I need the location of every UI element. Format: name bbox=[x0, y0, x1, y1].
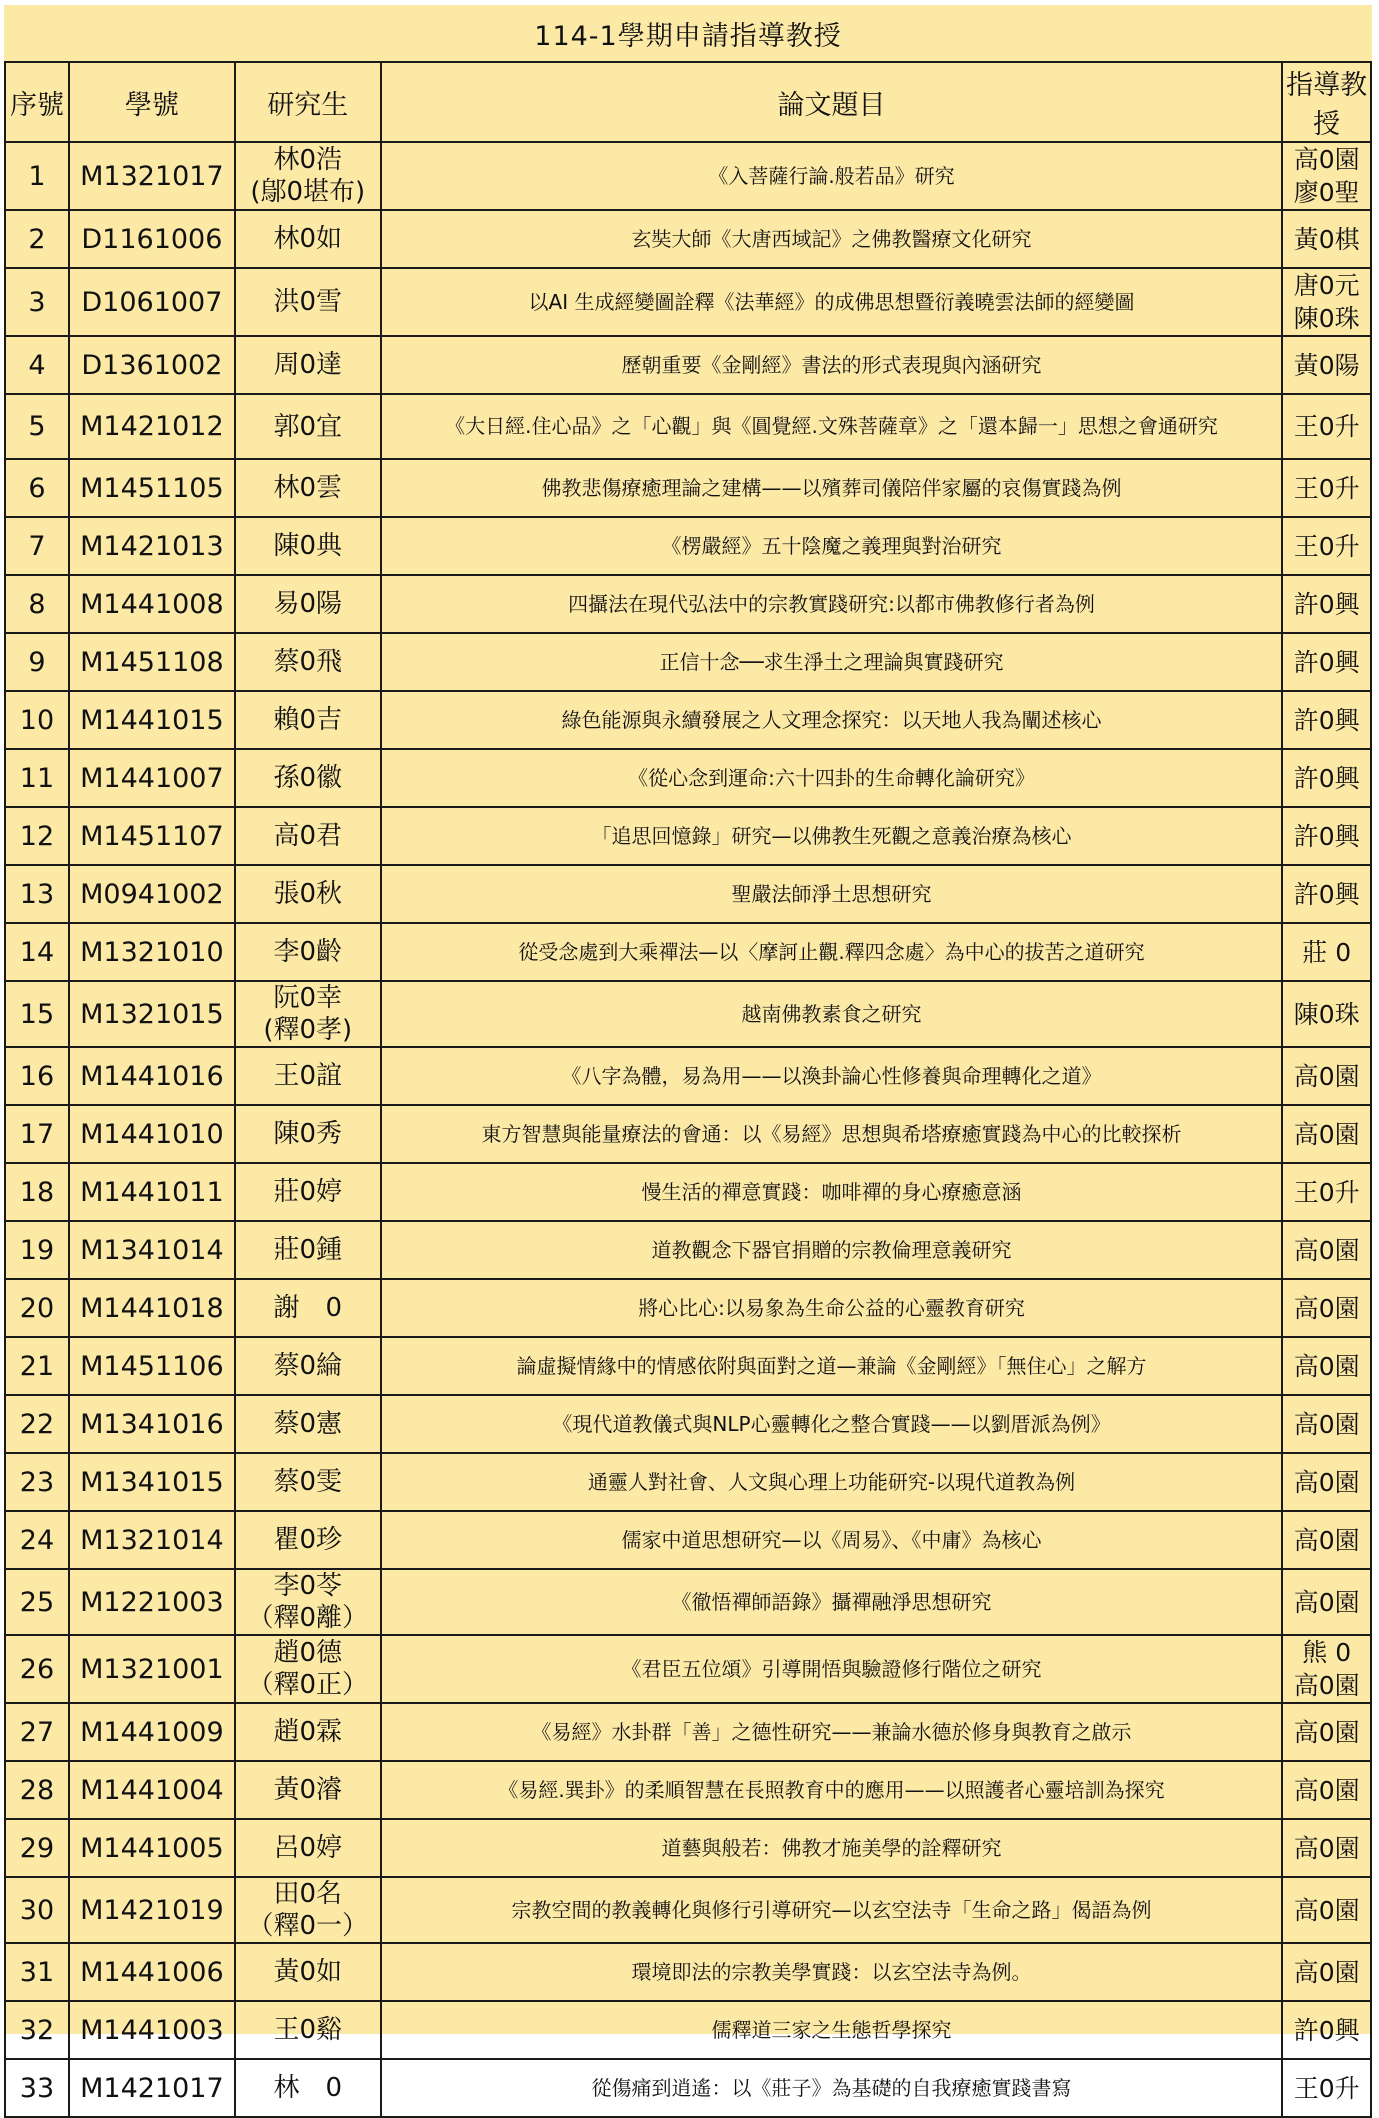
advisor-name bbox=[1282, 1761, 1371, 1819]
student-name bbox=[235, 142, 381, 210]
advisor-name-line: 許0興 bbox=[1293, 647, 1360, 677]
advisor-name bbox=[1282, 142, 1371, 210]
document-sheet bbox=[4, 5, 1372, 2104]
student-id: D1161006 bbox=[69, 210, 235, 268]
student-name-line: 王0谿 bbox=[273, 2015, 343, 2045]
thesis-title: 佛教悲傷療癒理論之建構——以殯葬司儀陪伴家屬的哀傷實踐為例 bbox=[381, 459, 1283, 517]
student-id: D1361002 bbox=[69, 336, 235, 394]
advisor-name-line: 王0升 bbox=[1293, 531, 1360, 561]
student-id: M1451107 bbox=[69, 807, 235, 865]
student-name-line: 高0君 bbox=[273, 821, 343, 851]
student-id: M1441015 bbox=[69, 691, 235, 749]
advisor-name bbox=[1282, 1453, 1371, 1511]
table-row bbox=[5, 1047, 1371, 1105]
thesis-title: 將心比心:以易象為生命公益的心靈教育研究 bbox=[381, 1279, 1283, 1337]
table-row bbox=[5, 1569, 1371, 1635]
student-name bbox=[235, 1819, 381, 1877]
row-number: 22 bbox=[5, 1395, 69, 1453]
thesis-title: 道藝與般若：佛教才施美學的詮釋研究 bbox=[381, 1819, 1283, 1877]
advisor-name-line: 許0興 bbox=[1293, 821, 1360, 851]
student-id: M1221003 bbox=[69, 1569, 235, 1635]
student-name bbox=[235, 1337, 381, 1395]
advisor-name-line: 許0興 bbox=[1293, 2015, 1360, 2045]
advisor-name bbox=[1282, 1703, 1371, 1761]
row-number: 12 bbox=[5, 807, 69, 865]
advisor-name-line: 許0興 bbox=[1293, 879, 1360, 909]
advisor-name bbox=[1282, 749, 1371, 807]
advisor-name bbox=[1282, 394, 1371, 459]
thesis-title: 正信十念──求生淨土之理論與實踐研究 bbox=[381, 633, 1283, 691]
table-header-row bbox=[5, 62, 1371, 142]
table-row bbox=[5, 1221, 1371, 1279]
student-name-line: 洪0雪 bbox=[273, 287, 343, 317]
thesis-title: 《大日經.住心品》之「心觀」與《圓覺經.文殊菩薩章》之「還本歸一」思想之會通研究 bbox=[381, 394, 1283, 459]
table-row bbox=[5, 268, 1371, 336]
advisor-name bbox=[1282, 1337, 1371, 1395]
student-name-line: 林0浩 bbox=[273, 145, 343, 175]
student-id: M1441011 bbox=[69, 1163, 235, 1221]
student-name bbox=[235, 459, 381, 517]
student-name bbox=[235, 1877, 381, 1943]
table-row bbox=[5, 981, 1371, 1047]
student-name-line: 謝 0 bbox=[273, 1293, 343, 1323]
header-student-id: 學號 bbox=[69, 62, 235, 142]
advisor-name bbox=[1282, 1877, 1371, 1943]
student-name-line: 呂0婷 bbox=[273, 1833, 343, 1863]
thesis-title: 《八字為體，易為用——以渙卦論心性修養與命理轉化之道》 bbox=[381, 1047, 1283, 1105]
advisor-name-line: 王0升 bbox=[1293, 2073, 1360, 2103]
row-number: 2 bbox=[5, 210, 69, 268]
student-id: M1321010 bbox=[69, 923, 235, 981]
thesis-title: 從受念處到大乘禪法—以〈摩訶止觀.釋四念處〉為中心的拔苦之道研究 bbox=[381, 923, 1283, 981]
student-id: M1441004 bbox=[69, 1761, 235, 1819]
thesis-title: 儒家中道思想研究—以《周易》、《中庸》為核心 bbox=[381, 1511, 1283, 1569]
thesis-title: 東方智慧與能量療法的會通：以《易經》思想與希塔療癒實踐為中心的比較探析 bbox=[381, 1105, 1283, 1163]
student-id: M1441016 bbox=[69, 1047, 235, 1105]
thesis-title: 宗教空間的教義轉化與修行引導研究—以玄空法寺「生命之路」偈語為例 bbox=[381, 1877, 1283, 1943]
table-row bbox=[5, 1453, 1371, 1511]
row-number: 11 bbox=[5, 749, 69, 807]
student-name bbox=[235, 394, 381, 459]
row-number: 19 bbox=[5, 1221, 69, 1279]
student-name-line: 瞿0珍 bbox=[273, 1525, 343, 1555]
table-row bbox=[5, 1819, 1371, 1877]
thesis-title: 《君臣五位頌》引導開悟與驗證修行階位之研究 bbox=[381, 1635, 1283, 1703]
student-name-line: 張0秋 bbox=[273, 879, 343, 909]
student-id: M1441007 bbox=[69, 749, 235, 807]
student-id: M1441008 bbox=[69, 575, 235, 633]
row-number: 24 bbox=[5, 1511, 69, 1569]
advisor-name bbox=[1282, 575, 1371, 633]
table-row bbox=[5, 865, 1371, 923]
table-row bbox=[5, 691, 1371, 749]
student-name-line: （釋0正） bbox=[247, 1670, 369, 1700]
student-id: M1341015 bbox=[69, 1453, 235, 1511]
row-number: 17 bbox=[5, 1105, 69, 1163]
thesis-title: 環境即法的宗教美學實踐：以玄空法寺為例。 bbox=[381, 1943, 1283, 2001]
student-name-line: 易0陽 bbox=[273, 589, 343, 619]
table-row bbox=[5, 1635, 1371, 1703]
thesis-title: 《從心念到運命:六十四卦的生命轉化論研究》 bbox=[381, 749, 1283, 807]
advisor-name-line: 許0興 bbox=[1293, 589, 1360, 619]
thesis-title: 歷朝重要《金剛經》書法的形式表現與內涵研究 bbox=[381, 336, 1283, 394]
student-name bbox=[235, 1635, 381, 1703]
row-number: 4 bbox=[5, 336, 69, 394]
row-number: 32 bbox=[5, 2001, 69, 2059]
student-id: M1441005 bbox=[69, 1819, 235, 1877]
advisor-name bbox=[1282, 1163, 1371, 1221]
row-number: 8 bbox=[5, 575, 69, 633]
row-number: 13 bbox=[5, 865, 69, 923]
row-number: 27 bbox=[5, 1703, 69, 1761]
student-id: M1321015 bbox=[69, 981, 235, 1047]
student-id: M1451106 bbox=[69, 1337, 235, 1395]
student-id: M1321014 bbox=[69, 1511, 235, 1569]
student-name-line: 阮0幸 bbox=[273, 983, 343, 1013]
advisor-name bbox=[1282, 517, 1371, 575]
advisor-name-line: 高0園 bbox=[1293, 1717, 1360, 1747]
advisor-name bbox=[1282, 1943, 1371, 2001]
student-id: M1441003 bbox=[69, 2001, 235, 2059]
student-name-line: 李0齡 bbox=[273, 937, 343, 967]
advisor-name-line: 許0興 bbox=[1293, 705, 1360, 735]
student-name bbox=[235, 575, 381, 633]
student-name-line: （釋0一） bbox=[247, 1911, 369, 1941]
student-name bbox=[235, 1703, 381, 1761]
advisor-name-line: 黃0陽 bbox=[1293, 350, 1360, 380]
table-row bbox=[5, 1105, 1371, 1163]
student-name-line: 陳0典 bbox=[273, 531, 343, 561]
advisor-name bbox=[1282, 268, 1371, 336]
advisor-name-line: 高0園 bbox=[1293, 145, 1360, 174]
advisor-table bbox=[4, 61, 1372, 2118]
student-name bbox=[235, 1163, 381, 1221]
row-number: 9 bbox=[5, 633, 69, 691]
advisor-name-line: 高0園 bbox=[1293, 1775, 1360, 1805]
row-number: 18 bbox=[5, 1163, 69, 1221]
student-name-line: 李0苓 bbox=[273, 1571, 343, 1601]
thesis-title: 綠色能源與永續發展之人文理念探究：以天地人我為闡述核心 bbox=[381, 691, 1283, 749]
row-number: 31 bbox=[5, 1943, 69, 2001]
table-row bbox=[5, 210, 1371, 268]
row-number: 26 bbox=[5, 1635, 69, 1703]
table-row bbox=[5, 394, 1371, 459]
row-number: 1 bbox=[5, 142, 69, 210]
student-name-line: 蔡0雯 bbox=[273, 1467, 343, 1497]
advisor-name bbox=[1282, 210, 1371, 268]
student-name bbox=[235, 1761, 381, 1819]
row-number: 33 bbox=[5, 2059, 69, 2117]
table-row bbox=[5, 633, 1371, 691]
thesis-title: 《現代道教儀式與NLP心靈轉化之整合實踐——以劉厝派為例》 bbox=[381, 1395, 1283, 1453]
student-name-line: 林0如 bbox=[273, 224, 343, 254]
advisor-name-line: 高0園 bbox=[1293, 1525, 1360, 1555]
advisor-name-line: 唐0元 bbox=[1293, 271, 1360, 300]
student-name-line: 蔡0憲 bbox=[273, 1409, 343, 1439]
advisor-name-line: 高0園 bbox=[1293, 1833, 1360, 1863]
thesis-title: 「追思回憶錄」研究—以佛教生死觀之意義治療為核心 bbox=[381, 807, 1283, 865]
student-name-line: 王0誼 bbox=[273, 1061, 343, 1091]
advisor-name-line: 高0園 bbox=[1293, 1895, 1360, 1925]
advisor-name bbox=[1282, 336, 1371, 394]
student-name-line: 黃0如 bbox=[273, 1957, 343, 1987]
student-name bbox=[235, 691, 381, 749]
table-row bbox=[5, 1395, 1371, 1453]
student-name-line: 周0達 bbox=[273, 350, 343, 380]
advisor-name-line: 王0升 bbox=[1293, 1177, 1360, 1207]
thesis-title: 道教觀念下器官捐贈的宗教倫理意義研究 bbox=[381, 1221, 1283, 1279]
table-row bbox=[5, 459, 1371, 517]
student-name bbox=[235, 807, 381, 865]
student-name bbox=[235, 865, 381, 923]
advisor-name bbox=[1282, 1221, 1371, 1279]
header-advisor: 指導教授 bbox=[1282, 62, 1371, 142]
student-name-line: 陳0秀 bbox=[273, 1119, 343, 1149]
advisor-name-line: 高0園 bbox=[1293, 1119, 1360, 1149]
advisor-name-line: 許0興 bbox=[1293, 763, 1360, 793]
student-id: M1321001 bbox=[69, 1635, 235, 1703]
advisor-name-line: 高0園 bbox=[1293, 1351, 1360, 1381]
advisor-name-line: 陳0珠 bbox=[1293, 999, 1360, 1029]
student-name bbox=[235, 1511, 381, 1569]
student-name bbox=[235, 633, 381, 691]
advisor-name-line: 熊 0 bbox=[1302, 1638, 1352, 1667]
thesis-title: 論虛擬情緣中的情感依附與面對之道—兼論《金剛經》「無住心」之解方 bbox=[381, 1337, 1283, 1395]
student-id: M1341014 bbox=[69, 1221, 235, 1279]
table-row bbox=[5, 749, 1371, 807]
student-name bbox=[235, 2059, 381, 2117]
student-name bbox=[235, 1453, 381, 1511]
advisor-name bbox=[1282, 459, 1371, 517]
student-id: M1341016 bbox=[69, 1395, 235, 1453]
table-row bbox=[5, 1703, 1371, 1761]
advisor-name-line: 王0升 bbox=[1293, 473, 1360, 503]
advisor-name bbox=[1282, 1511, 1371, 1569]
student-name-line: (釋0孝) bbox=[263, 1015, 353, 1045]
table-row bbox=[5, 1511, 1371, 1569]
student-id: M1321017 bbox=[69, 142, 235, 210]
advisor-name-line: 黃0棋 bbox=[1293, 224, 1360, 254]
thesis-title: 《易經》水卦群「善」之德性研究——兼論水德於修身與教育之啟示 bbox=[381, 1703, 1283, 1761]
student-name-line: 趙0霖 bbox=[273, 1717, 343, 1747]
row-number: 3 bbox=[5, 268, 69, 336]
thesis-title: 《徹悟禪師語錄》攝禪融淨思想研究 bbox=[381, 1569, 1283, 1635]
student-name-line: 郭0宜 bbox=[273, 411, 343, 442]
table-row bbox=[5, 1279, 1371, 1337]
advisor-name bbox=[1282, 1819, 1371, 1877]
row-number: 16 bbox=[5, 1047, 69, 1105]
thesis-title: 慢生活的禪意實踐：咖啡禪的身心療癒意涵 bbox=[381, 1163, 1283, 1221]
advisor-name-line: 陳0珠 bbox=[1293, 304, 1360, 333]
student-name-line: 蔡0飛 bbox=[273, 647, 343, 677]
thesis-title: 越南佛教素食之研究 bbox=[381, 981, 1283, 1047]
student-name-line: (鄔0堪布) bbox=[250, 177, 366, 207]
student-id: M1441010 bbox=[69, 1105, 235, 1163]
advisor-name-line: 高0園 bbox=[1293, 1061, 1360, 1091]
student-name bbox=[235, 336, 381, 394]
table-row bbox=[5, 807, 1371, 865]
table-row bbox=[5, 336, 1371, 394]
advisor-name-line: 高0園 bbox=[1293, 1409, 1360, 1439]
student-name-line: 莊0婷 bbox=[273, 1177, 343, 1207]
student-name bbox=[235, 923, 381, 981]
student-name bbox=[235, 1221, 381, 1279]
row-number: 29 bbox=[5, 1819, 69, 1877]
student-name-line: （釋0離） bbox=[247, 1603, 369, 1633]
table-row bbox=[5, 2001, 1371, 2059]
row-number: 6 bbox=[5, 459, 69, 517]
row-number: 28 bbox=[5, 1761, 69, 1819]
thesis-title: 玄奘大師《大唐西域記》之佛教醫療文化研究 bbox=[381, 210, 1283, 268]
student-id: M1451105 bbox=[69, 459, 235, 517]
table-row bbox=[5, 575, 1371, 633]
advisor-name-line: 廖0聖 bbox=[1293, 178, 1360, 207]
row-number: 14 bbox=[5, 923, 69, 981]
row-number: 21 bbox=[5, 1337, 69, 1395]
advisor-name bbox=[1282, 2059, 1371, 2117]
thesis-title: 儒釋道三家之生態哲學探究 bbox=[381, 2001, 1283, 2059]
table-row bbox=[5, 1163, 1371, 1221]
thesis-title: 以AI 生成經變圖詮釋《法華經》的成佛思想暨衍義曉雲法師的經變圖 bbox=[381, 268, 1283, 336]
advisor-name bbox=[1282, 1279, 1371, 1337]
page-title: 114-1學期申請指導教授 bbox=[534, 20, 842, 52]
advisor-name bbox=[1282, 2001, 1371, 2059]
row-number: 15 bbox=[5, 981, 69, 1047]
student-name-line: 黃0濬 bbox=[273, 1775, 343, 1805]
advisor-name-line: 高0園 bbox=[1293, 1467, 1360, 1497]
student-name bbox=[235, 749, 381, 807]
student-name bbox=[235, 1047, 381, 1105]
student-name bbox=[235, 1569, 381, 1635]
row-number: 20 bbox=[5, 1279, 69, 1337]
thesis-title: 從傷痛到逍遙：以《莊子》為基礎的自我療癒實踐書寫 bbox=[381, 2059, 1283, 2117]
table-row bbox=[5, 1761, 1371, 1819]
row-number: 30 bbox=[5, 1877, 69, 1943]
student-id: D1061007 bbox=[69, 268, 235, 336]
student-name bbox=[235, 2001, 381, 2059]
advisor-name bbox=[1282, 807, 1371, 865]
student-name-line: 蔡0綸 bbox=[273, 1351, 343, 1381]
advisor-name bbox=[1282, 865, 1371, 923]
row-number: 5 bbox=[5, 394, 69, 459]
student-name-line: 莊0鍾 bbox=[273, 1235, 343, 1265]
table-row bbox=[5, 1943, 1371, 2001]
advisor-name bbox=[1282, 1047, 1371, 1105]
table-row bbox=[5, 517, 1371, 575]
student-name-line: 趙0德 bbox=[273, 1638, 343, 1668]
row-number: 7 bbox=[5, 517, 69, 575]
advisor-name bbox=[1282, 981, 1371, 1047]
student-id: M1421017 bbox=[69, 2059, 235, 2117]
thesis-title: 《入菩薩行論.般若品》研究 bbox=[381, 142, 1283, 210]
thesis-title: 《易經.巽卦》的柔順智慧在長照教育中的應用——以照護者心靈培訓為探究 bbox=[381, 1761, 1283, 1819]
student-id: M1441006 bbox=[69, 1943, 235, 2001]
student-name-line: 孫0徽 bbox=[273, 763, 343, 793]
advisor-name-line: 高0園 bbox=[1293, 1587, 1360, 1617]
student-name bbox=[235, 1943, 381, 2001]
thesis-title: 四攝法在現代弘法中的宗教實踐研究:以都市佛教修行者為例 bbox=[381, 575, 1283, 633]
advisor-name-line: 王0升 bbox=[1293, 412, 1360, 441]
table-row bbox=[5, 923, 1371, 981]
advisor-name-line: 高0園 bbox=[1293, 1671, 1360, 1700]
student-id: M1451108 bbox=[69, 633, 235, 691]
student-name bbox=[235, 517, 381, 575]
student-name-line: 林 0 bbox=[273, 2073, 343, 2103]
advisor-name bbox=[1282, 1105, 1371, 1163]
advisor-name-line: 高0園 bbox=[1293, 1293, 1360, 1323]
student-name bbox=[235, 210, 381, 268]
header-student-name: 研究生 bbox=[235, 62, 381, 142]
table-row bbox=[5, 2059, 1371, 2117]
advisor-name bbox=[1282, 1569, 1371, 1635]
student-id: M1421013 bbox=[69, 517, 235, 575]
header-number: 序號 bbox=[5, 62, 69, 142]
student-name-line: 賴0吉 bbox=[273, 705, 343, 735]
row-number: 10 bbox=[5, 691, 69, 749]
advisor-name bbox=[1282, 1395, 1371, 1453]
advisor-name-line: 高0園 bbox=[1293, 1957, 1360, 1987]
advisor-name-line: 高0園 bbox=[1293, 1235, 1360, 1265]
student-id: M1421019 bbox=[69, 1877, 235, 1943]
advisor-name bbox=[1282, 1635, 1371, 1703]
student-name bbox=[235, 1105, 381, 1163]
table-row bbox=[5, 142, 1371, 210]
row-number: 25 bbox=[5, 1569, 69, 1635]
student-name bbox=[235, 1395, 381, 1453]
student-id: M1421012 bbox=[69, 394, 235, 459]
thesis-title: 《楞嚴經》五十陰魔之義理與對治研究 bbox=[381, 517, 1283, 575]
advisor-name bbox=[1282, 633, 1371, 691]
student-name bbox=[235, 981, 381, 1047]
student-name-line: 田0名 bbox=[273, 1879, 343, 1909]
student-id: M1441009 bbox=[69, 1703, 235, 1761]
thesis-title: 通靈人對社會、人文與心理上功能研究-以現代道教為例 bbox=[381, 1453, 1283, 1511]
row-number: 23 bbox=[5, 1453, 69, 1511]
student-name-line: 林0雲 bbox=[273, 473, 343, 503]
advisor-name bbox=[1282, 923, 1371, 981]
advisor-name bbox=[1282, 691, 1371, 749]
thesis-title: 聖嚴法師淨土思想研究 bbox=[381, 865, 1283, 923]
table-row bbox=[5, 1877, 1371, 1943]
table-row bbox=[5, 1337, 1371, 1395]
advisor-name-line: 莊 0 bbox=[1302, 937, 1352, 967]
student-name bbox=[235, 268, 381, 336]
student-name bbox=[235, 1279, 381, 1337]
student-id: M1441018 bbox=[69, 1279, 235, 1337]
student-id: M0941002 bbox=[69, 865, 235, 923]
header-thesis-title: 論文題目 bbox=[381, 62, 1283, 142]
